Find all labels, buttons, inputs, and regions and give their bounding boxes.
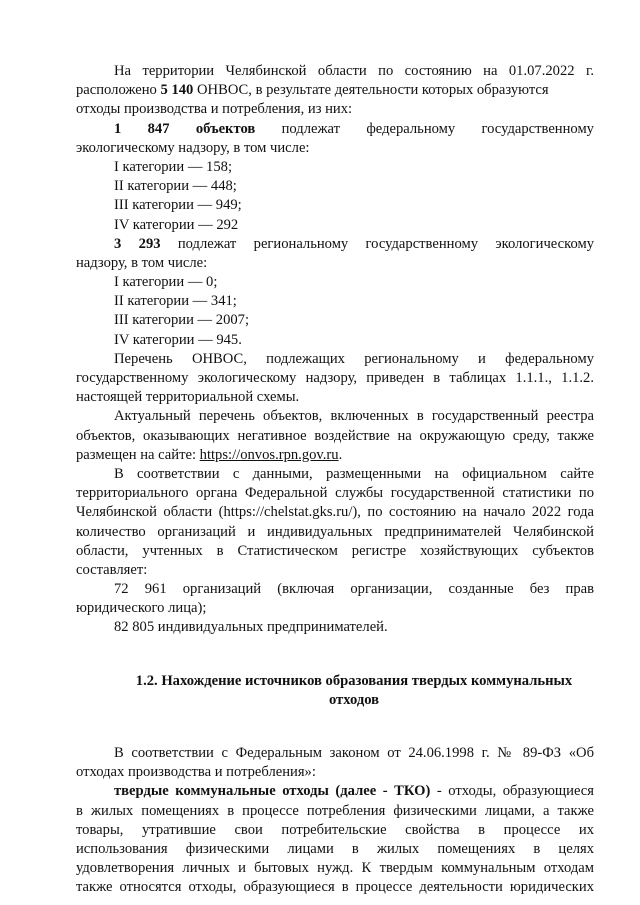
list-line-1: Перечень ОНВОС, подлежащих региональному и федеральному	[114, 350, 594, 367]
regional-cat-3: III категории — 2007;	[114, 312, 250, 329]
federal-count-b: 847	[147, 120, 170, 137]
tko-term: твердые коммунальные отходы (далее - ТКО)	[114, 783, 431, 800]
regional-cat-2: II категории — 341;	[114, 293, 237, 310]
stat-line-1: В соответствии с данными, размещенными на официальном сайте	[114, 465, 594, 482]
registry-line-2: объектов, оказывающих негативное воздействие на окружающую среду, также	[76, 427, 594, 444]
intro-line-2	[76, 81, 594, 100]
stat-line-6: составляет:	[76, 561, 148, 578]
document-page	[76, 62, 594, 898]
stat-line-2: территориального органа Федеральной службы государственной статистики по	[76, 485, 594, 502]
stat-line-3: Челябинской области (https://chelstat.gks.ru/), по состоянию на начало 2022 года	[76, 504, 594, 521]
registry-text: размещен на сайте:	[76, 446, 200, 463]
registry-text-end: .	[338, 446, 343, 463]
federal-cat-2: II категории — 448;	[114, 178, 237, 195]
section-heading-line-1: 1.2. Нахождение источников образования твердых коммунальных	[135, 672, 573, 689]
regional-line-1	[76, 235, 594, 254]
intro-line-1: На территории Челябинской области по состоянию на 01.07.2022 г.	[114, 63, 594, 79]
registry-line-1: Актуальный перечень объектов, включенных в государственный реестра	[114, 408, 594, 425]
tko-line-6: также относятся отходы, образующиеся в процессе деятельности юридических	[76, 879, 594, 896]
regional-text: подлежат региональному государственному экологическому	[177, 235, 594, 252]
law-line-2: отходах производства и потребления»:	[76, 764, 316, 781]
registry-line-3	[76, 446, 594, 465]
federal-line-1	[76, 120, 594, 139]
regional-count-b: 293	[138, 235, 161, 252]
tko-line-5: удовлетворения личных и бытовых нужд. К твердым коммунальным отходам	[76, 860, 594, 877]
federal-objects-label: объектов	[195, 120, 256, 137]
regional-count-a: 3	[114, 235, 122, 252]
tko-line-2: в жилых помещениях в процессе потребления физическими лицами, а также	[76, 802, 594, 819]
intro-line-3: отходы производства и потребления, из них:	[76, 101, 353, 118]
onvos-total: 5 140	[160, 82, 194, 99]
federal-cat-4: IV категории — 292	[114, 216, 239, 233]
spacer	[76, 710, 594, 744]
stat-line-5: области, учтенных в Статистическом регистре хозяйствующих субъектов	[76, 542, 594, 559]
organizations-line-1: 72 961 организаций (включая организации, созданные без прав	[114, 581, 594, 598]
federal-text: подлежат федеральному государственному	[281, 120, 594, 137]
federal-cat-3: III категории — 949;	[114, 197, 242, 214]
tko-line-1	[76, 782, 594, 801]
regional-cat-4: IV категории — 945.	[114, 331, 242, 348]
tko-line-3: товары, утратившие свои потребительские свойства в процессе их	[76, 821, 594, 838]
list-line-3: настоящей территориальной схемы.	[76, 389, 300, 406]
federal-line-2: экологическому надзору, в том числе:	[76, 139, 310, 156]
law-line-1: В соответствии с Федеральным законом от 24.06.1998 г. № 89-ФЗ «Об	[114, 745, 594, 762]
spacer	[76, 638, 594, 672]
stat-line-4: количество организаций и индивидуальных предпринимателей Челябинской	[76, 523, 594, 540]
entrepreneurs-line: 82 805 индивидуальных предпринимателей.	[114, 619, 388, 636]
intro-text: ОНВОС, в результате деятельности которых образуются	[193, 82, 549, 99]
tko-text: - отходы, образующиеся	[430, 783, 594, 800]
regional-line-2: надзору, в том числе:	[76, 254, 208, 271]
regional-cat-1: I категории — 0;	[114, 274, 218, 291]
onvos-registry-link[interactable]: https://onvos.rpn.gov.ru	[199, 446, 339, 463]
federal-count-a: 1	[114, 120, 122, 137]
federal-cat-1: I категории — 158;	[114, 158, 233, 175]
organizations-line-2: юридического лица);	[76, 600, 207, 617]
list-line-2: государственному экологическому надзору, приведен в таблицах 1.1.1., 1.1.2.	[76, 370, 594, 386]
tko-line-4: использования физическими лицами в жилых помещениях в целях	[76, 840, 594, 857]
intro-text: расположено	[76, 82, 161, 99]
section-heading-line-2: отходов	[328, 691, 380, 708]
